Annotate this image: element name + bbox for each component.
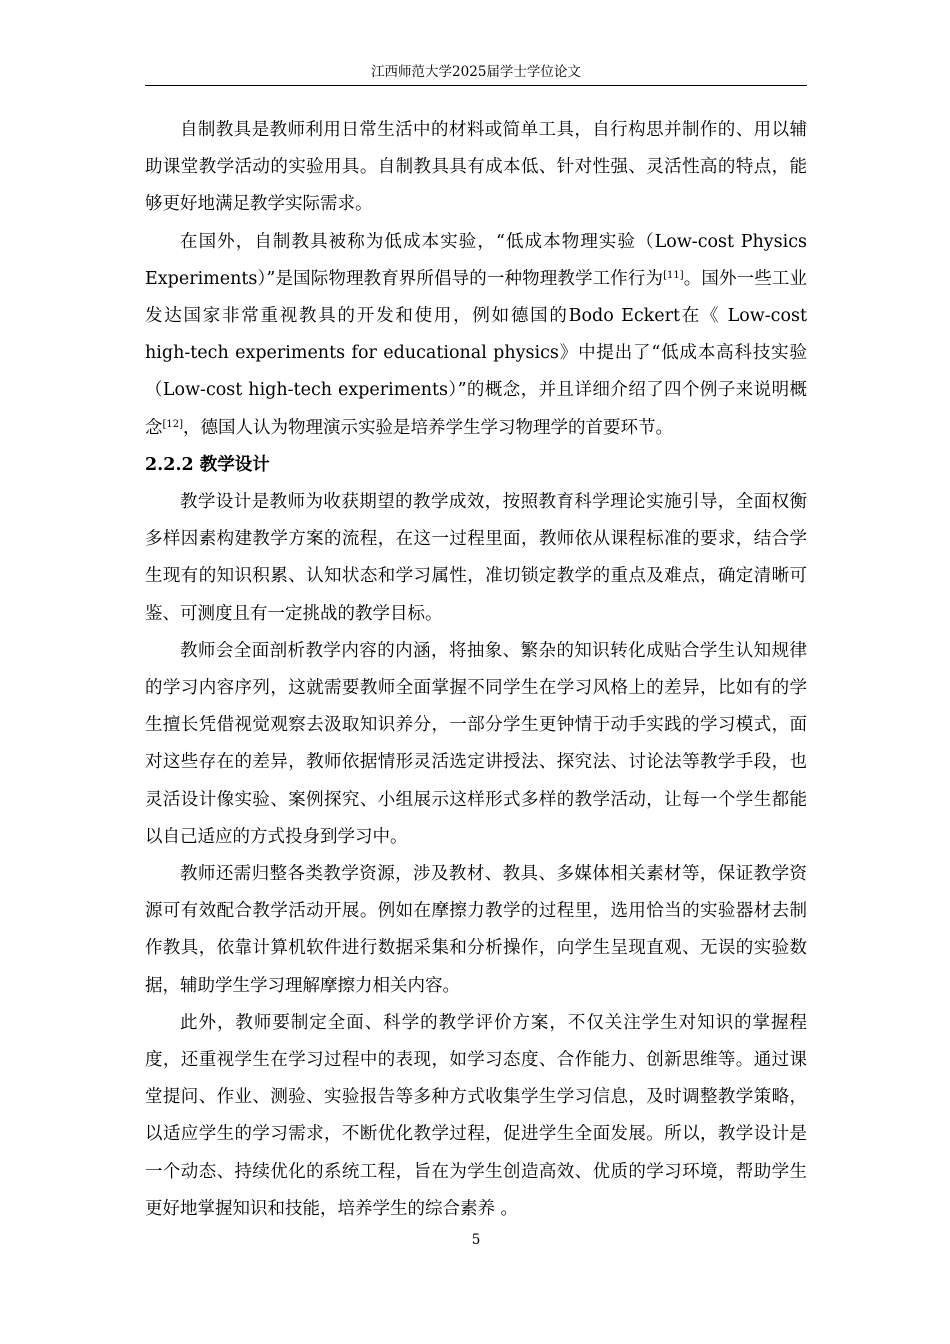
header-rule bbox=[145, 85, 807, 86]
paragraph-text: ，德国人认为物理演示实验是培养学生学习物理学的首要环节。 bbox=[183, 417, 674, 438]
citation-ref: [12] bbox=[162, 418, 184, 430]
paragraph-instructional-design: 教学设计是教师为收获期望的教学成效，按照教育科学理论实施引导，全面权衡多样因素构建教学方案的流程，在这一过程里面，教师依从课程标准的要求，结合学生现有的知识积累、认知状态和学习属性，准切锁定教学的重点及难点，确定清晰可鉴、可测度且有一定挑战的教学目标。 bbox=[145, 492, 807, 624]
paragraph-teaching-resources: 教师还需归整各类教学资源，涉及教材、教具、多媒体相关素材等，保证教学资源可有效配合教学活动开展。例如在摩擦力教学的过程里，选用恰当的实验器材去制作教具，依靠计算机软件进行数据采集和分析操作，向学生呈现直观、无误的实验数据，辅助学生学习理解摩擦力相关内容。 bbox=[145, 864, 807, 996]
page-header: 江西师范大学2025届学士学位论文 bbox=[371, 64, 581, 80]
section-heading: 2.2.2 教学设计 bbox=[145, 454, 270, 475]
paragraph-low-cost-experiments bbox=[145, 224, 807, 447]
paragraph-text: 在国外，自制教具被称为低成本实验，“低成本物理实验（Low-cost Physics Experiments）”是国际物理教育界所倡导的一种物理教学工作行为 bbox=[145, 231, 807, 289]
document-body bbox=[145, 112, 807, 1228]
page-number: 5 bbox=[471, 1232, 481, 1248]
paragraph-teaching-content: 教师会全面剖析教学内容的内涵，将抽象、繁杂的知识转化成贴合学生认知规律的学习内容序列，这就需要教师全面掌握不同学生在学习风格上的差异，比如有的学生擅长凭借视觉观察去汲取知识养分，一部分学生更钟情于动手实践的学习模式，面对这些存在的差异，教师依据情形灵活选定讲授法、探究法、讨论法等教学手段，也灵活设计像实验、案例探究、小组展示这样形式多样的教学活动，让每一个学生都能以自己适应的方式投身到学习中。 bbox=[145, 640, 807, 847]
paragraph-homemade-teaching-aids: 自制教具是教师利用日常生活中的材料或简单工具，自行构思并制作的、用以辅助课堂教学活动的实验用具。自制教具具有成本低、针对性强、灵活性高的特点，能够更好地满足教学实际需求。 bbox=[145, 120, 807, 215]
paragraph-evaluation: 此外，教师要制定全面、科学的教学评价方案，不仅关注学生对知识的掌握程度，还重视学生在学习过程中的表现，如学习态度、合作能力、创新思维等。通过课堂提问、作业、测验、实验报告等多种方式收集学生学习信息，及时调整教学策略，以适应学生的学习需求，不断优化教学过程，促进学生全面发展。所以，教学设计是一个动态、持续优化的系统工程，旨在为学生创造高效、优质的学习环境，帮助学生更好地掌握知识和技能，培养学生的综合素养 。 bbox=[145, 1012, 807, 1219]
paragraph-text: 。国外一些工业发达国家非常重视教具的开发和使用，例如德国的Bodo Eckert在《 Low-cost high-tech experiments for educational physics》中提出了“低成本高科技实验 （Low-cost high-tech experiments）”的概念，并且详细介绍了四个例子来说明概念 bbox=[145, 268, 807, 438]
citation-ref: [11] bbox=[663, 269, 684, 281]
